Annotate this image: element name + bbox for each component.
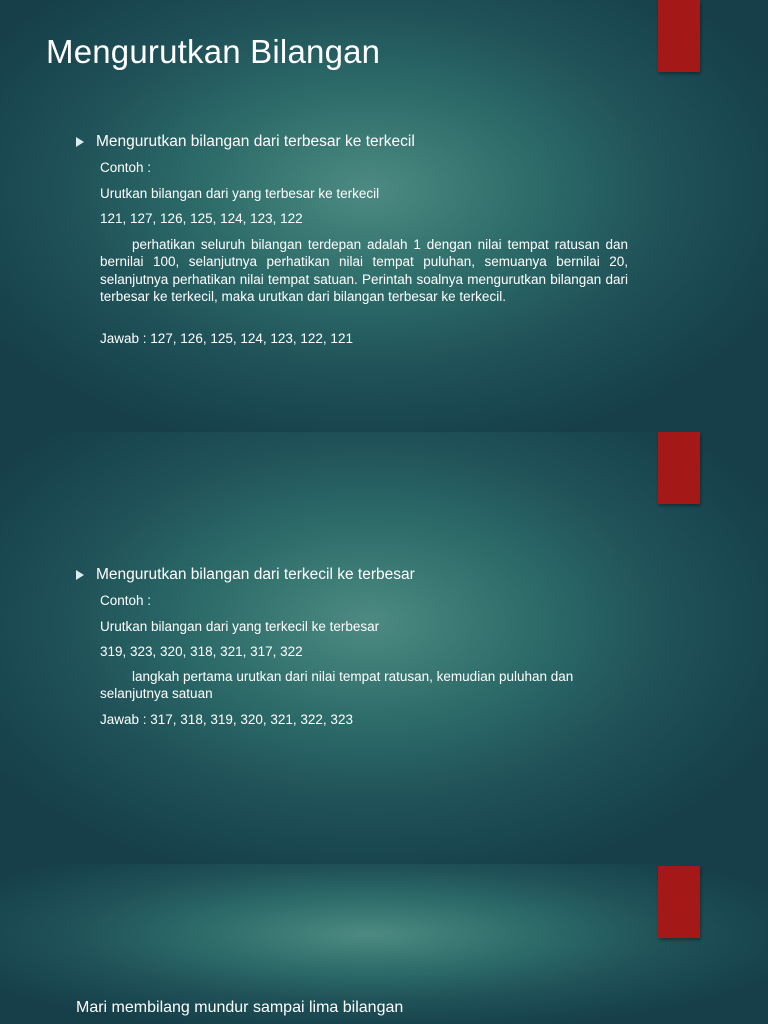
slide-3 — [0, 864, 768, 1024]
answer-text: Jawab : 127, 126, 125, 124, 123, 122, 121 — [100, 331, 353, 346]
instruction-text: Urutkan bilangan dari yang terkecil ke terbesar — [100, 619, 380, 634]
slide-text: Mari membilang mundur sampai lima bilangan — [76, 999, 404, 1016]
triangle-bullet-icon — [76, 137, 84, 147]
bullet-point — [76, 132, 415, 152]
bullet-point — [76, 565, 415, 585]
number-list: 319, 323, 320, 318, 321, 317, 322 — [100, 644, 303, 659]
red-accent-bar — [658, 866, 700, 938]
triangle-bullet-icon — [76, 570, 84, 580]
red-accent-bar — [658, 0, 700, 72]
instruction-text: Urutkan bilangan dari yang terbesar ke terkecil — [100, 186, 380, 201]
bullet-text: Mengurutkan bilangan dari terbesar ke terkecil — [96, 133, 415, 150]
explanation-paragraph: perhatikan seluruh bilangan terdepan adalah 1 dengan nilai tempat ratusan dan bernilai 100, selanjutnya perhatikan nilai tempat puluhan, semuanya bernilai 20, selanjutnya perhatikan nilai tempat satuan. Perintah soalnya mengurutkan bilangan dari terbesar ke terkecil, maka urutkan dari bilangan terbesar ke terkecil. — [100, 237, 628, 304]
bullet-text: Mengurutkan bilangan dari terkecil ke terbesar — [96, 566, 415, 583]
answer-text: Jawab : 317, 318, 319, 320, 321, 322, 323 — [100, 712, 353, 727]
slide-2 — [0, 432, 768, 864]
explanation-paragraph: langkah pertama urutkan dari nilai tempat ratusan, kemudian puluhan dan selanjutnya satuan — [100, 669, 574, 702]
example-label: Contoh : — [100, 160, 152, 175]
example-label: Contoh : — [100, 593, 152, 608]
number-list: 121, 127, 126, 125, 124, 123, 122 — [100, 211, 303, 226]
red-accent-bar — [658, 432, 700, 504]
slide-title: Mengurutkan Bilangan — [46, 33, 381, 70]
slide-1 — [0, 0, 768, 432]
